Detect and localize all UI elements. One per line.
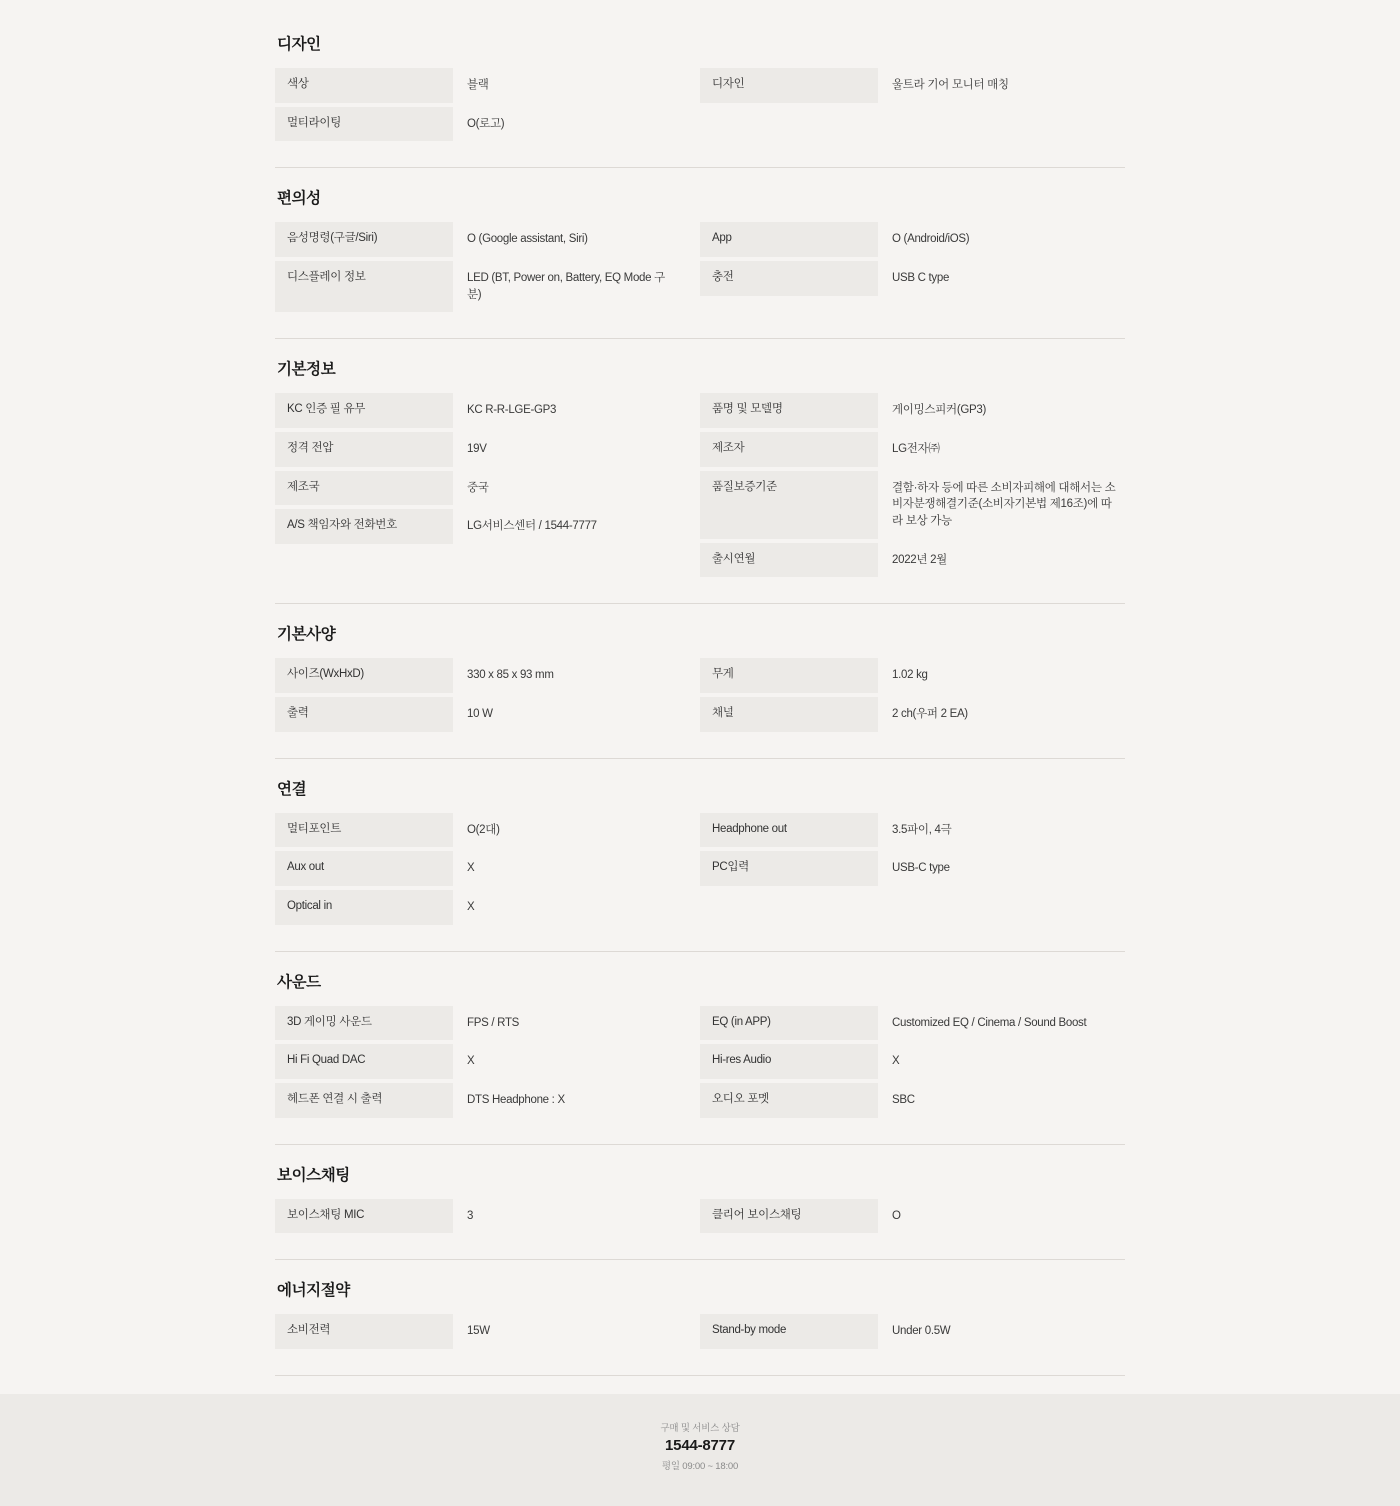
spec-section-title: 연결 [277, 780, 307, 798]
spec-label: 멀티포인트 [275, 813, 453, 848]
spec-label: 출시연월 [700, 543, 878, 578]
spec-row [700, 1199, 1125, 1234]
spec-row [275, 697, 685, 732]
spec-label: 클리어 보이스채팅 [700, 1199, 878, 1234]
spec-label: 사이즈(WxHxD) [275, 658, 453, 693]
spec-value: LG서비스센터 / 1544-7777 [467, 520, 597, 533]
spec-row [700, 813, 1125, 848]
spec-row [700, 658, 1125, 693]
spec-label: 채널 [700, 697, 878, 732]
spec-row [700, 697, 1125, 732]
spec-row [275, 1006, 685, 1041]
spec-label: 출력 [275, 697, 453, 732]
spec-value: Customized EQ / Cinema / Sound Boost [892, 1016, 1087, 1029]
spec-label: 충전 [700, 261, 878, 296]
spec-column-right [700, 393, 1125, 581]
spec-section [275, 168, 1125, 339]
spec-row [275, 222, 685, 257]
spec-label: A/S 책임자와 전화번호 [275, 509, 453, 544]
spec-section [275, 952, 1125, 1145]
spec-section-title: 기본정보 [277, 361, 336, 379]
spec-row [275, 1083, 685, 1118]
spec-label: 디스플레이 정보 [275, 261, 453, 312]
spec-row [275, 658, 685, 693]
spec-value: O(로고) [467, 117, 505, 130]
spec-value: Under 0.5W [892, 1325, 951, 1338]
spec-row [275, 68, 685, 103]
spec-value: 19V [467, 443, 487, 456]
spec-section [275, 1260, 1125, 1376]
spec-section-title: 에너지절약 [277, 1282, 350, 1300]
spec-value: 결함·하자 등에 따른 소비자피해에 대해서는 소비자분쟁해결기준(소비자기본법 제16조)에 따라 보상 가능 [892, 481, 1116, 528]
spec-row [700, 261, 1125, 296]
spec-row [700, 1044, 1125, 1079]
spec-value: X [467, 1055, 475, 1068]
spec-section [275, 759, 1125, 952]
spec-value: X [467, 862, 475, 875]
spec-label: 디자인 [700, 68, 878, 103]
spec-row [275, 107, 685, 142]
spec-label: 정격 전압 [275, 432, 453, 467]
spec-value: X [892, 1055, 900, 1068]
spec-value: SBC [892, 1094, 915, 1107]
spec-label: 보이스채팅 MIC [275, 1199, 453, 1234]
spec-value: LG전자㈜ [892, 443, 940, 456]
spec-label: 멀티라이팅 [275, 107, 453, 142]
spec-label: 음성명령(구글/Siri) [275, 222, 453, 257]
spec-label: EQ (in APP) [700, 1006, 878, 1041]
spec-label: App [700, 222, 878, 257]
spec-row [700, 851, 1125, 886]
spec-label: 헤드폰 연결 시 출력 [275, 1083, 453, 1118]
spec-row [275, 1199, 685, 1234]
footer-phone-number[interactable]: 1544-8777 [665, 1437, 735, 1455]
spec-value: 15W [467, 1325, 490, 1338]
spec-column-left [275, 813, 700, 929]
spec-column-left [275, 658, 700, 735]
spec-column-left [275, 1199, 700, 1238]
spec-grid [275, 813, 1125, 951]
spec-label: 소비전력 [275, 1314, 453, 1349]
spec-column-right [700, 222, 1125, 316]
spec-column-right [700, 813, 1125, 929]
spec-value: KC R-R-LGE-GP3 [467, 404, 557, 417]
spec-label: 품질보증기준 [700, 471, 878, 539]
spec-row [275, 813, 685, 848]
spec-label: Headphone out [700, 813, 878, 848]
spec-row [700, 1083, 1125, 1118]
spec-row [700, 471, 1125, 539]
spec-label: 오디오 포멧 [700, 1083, 878, 1118]
spec-value: LED (BT, Power on, Battery, EQ Mode 구분) [467, 272, 665, 301]
spec-label: 3D 게이밍 사운드 [275, 1006, 453, 1041]
spec-value: 1.02 kg [892, 669, 928, 682]
spec-row [700, 432, 1125, 467]
spec-label: PC입력 [700, 851, 878, 886]
spec-row [700, 1314, 1125, 1349]
spec-row [275, 261, 685, 312]
spec-column-left [275, 393, 700, 581]
spec-label: 제조자 [700, 432, 878, 467]
spec-label: Hi-res Audio [700, 1044, 878, 1079]
spec-column-right [700, 658, 1125, 735]
spec-column-right [700, 1314, 1125, 1353]
spec-value: FPS / RTS [467, 1016, 520, 1029]
spec-column-left [275, 1314, 700, 1353]
spec-value: 중국 [467, 481, 489, 494]
spec-value: O (Google assistant, Siri) [467, 233, 588, 246]
spec-value: 10 W [467, 708, 493, 721]
spec-value: DTS Headphone : X [467, 1094, 565, 1107]
spec-section [275, 14, 1125, 168]
spec-section-title: 보이스채팅 [277, 1166, 350, 1184]
spec-grid [275, 393, 1125, 603]
spec-label: 제조국 [275, 471, 453, 506]
spec-value: 2022년 2월 [892, 553, 947, 566]
spec-section-title: 편의성 [277, 190, 321, 208]
spec-value: 3 [467, 1209, 474, 1222]
spec-sections [275, 0, 1125, 1376]
spec-row [275, 509, 685, 544]
spec-section [275, 1145, 1125, 1261]
spec-row [700, 393, 1125, 428]
spec-label: 색상 [275, 68, 453, 103]
spec-value: O (Android/iOS) [892, 233, 970, 246]
spec-row [700, 222, 1125, 257]
spec-column-left [275, 68, 700, 145]
spec-section-title: 기본사양 [277, 626, 336, 644]
spec-column-right [700, 1199, 1125, 1238]
spec-grid [275, 1006, 1125, 1144]
spec-column-right [700, 68, 1125, 145]
spec-row [700, 543, 1125, 578]
spec-value: 2 ch(우퍼 2 EA) [892, 708, 968, 721]
spec-label: 품명 및 모델명 [700, 393, 878, 428]
spec-value: 330 x 85 x 93 mm [467, 669, 554, 682]
spec-value: O [892, 1209, 901, 1222]
spec-value: USB C type [892, 272, 950, 285]
spec-row [275, 432, 685, 467]
spec-row [275, 393, 685, 428]
spec-value: X [467, 901, 475, 914]
spec-label: Optical in [275, 890, 453, 925]
spec-value: 게이밍스피커(GP3) [892, 404, 987, 417]
spec-value: USB-C type [892, 862, 950, 875]
spec-row [700, 68, 1125, 103]
spec-value: 울트라 기어 모니터 매칭 [892, 79, 1009, 91]
spec-label: 무게 [700, 658, 878, 693]
spec-label: KC 인증 필 유무 [275, 393, 453, 428]
spec-label: Stand-by mode [700, 1314, 878, 1349]
spec-label: Hi Fi Quad DAC [275, 1044, 453, 1079]
spec-value: 블랙 [467, 79, 489, 91]
spec-section-title: 디자인 [277, 36, 321, 53]
spec-column-left [275, 1006, 700, 1122]
spec-column-left [275, 222, 700, 316]
spec-row [275, 1044, 685, 1079]
spec-row [275, 1314, 685, 1349]
spec-grid [275, 658, 1125, 757]
spec-value: O(2대) [467, 823, 500, 836]
spec-grid [275, 68, 1125, 167]
spec-row [275, 890, 685, 925]
spec-grid [275, 1314, 1125, 1375]
spec-row [275, 851, 685, 886]
spec-section [275, 604, 1125, 758]
spec-column-right [700, 1006, 1125, 1122]
spec-grid [275, 1199, 1125, 1260]
spec-row [275, 471, 685, 506]
spec-label: Aux out [275, 851, 453, 886]
spec-section [275, 339, 1125, 604]
page-footer [0, 1394, 1400, 1506]
spec-grid [275, 222, 1125, 338]
footer-caption: 구매 및 서비스 상담 [660, 1423, 740, 1435]
spec-value: 3.5파이, 4극 [892, 823, 952, 836]
spec-section-title: 사운드 [277, 973, 321, 991]
spec-row [700, 1006, 1125, 1041]
footer-business-hours: 평일 09:00 ~ 18:00 [661, 1461, 739, 1473]
